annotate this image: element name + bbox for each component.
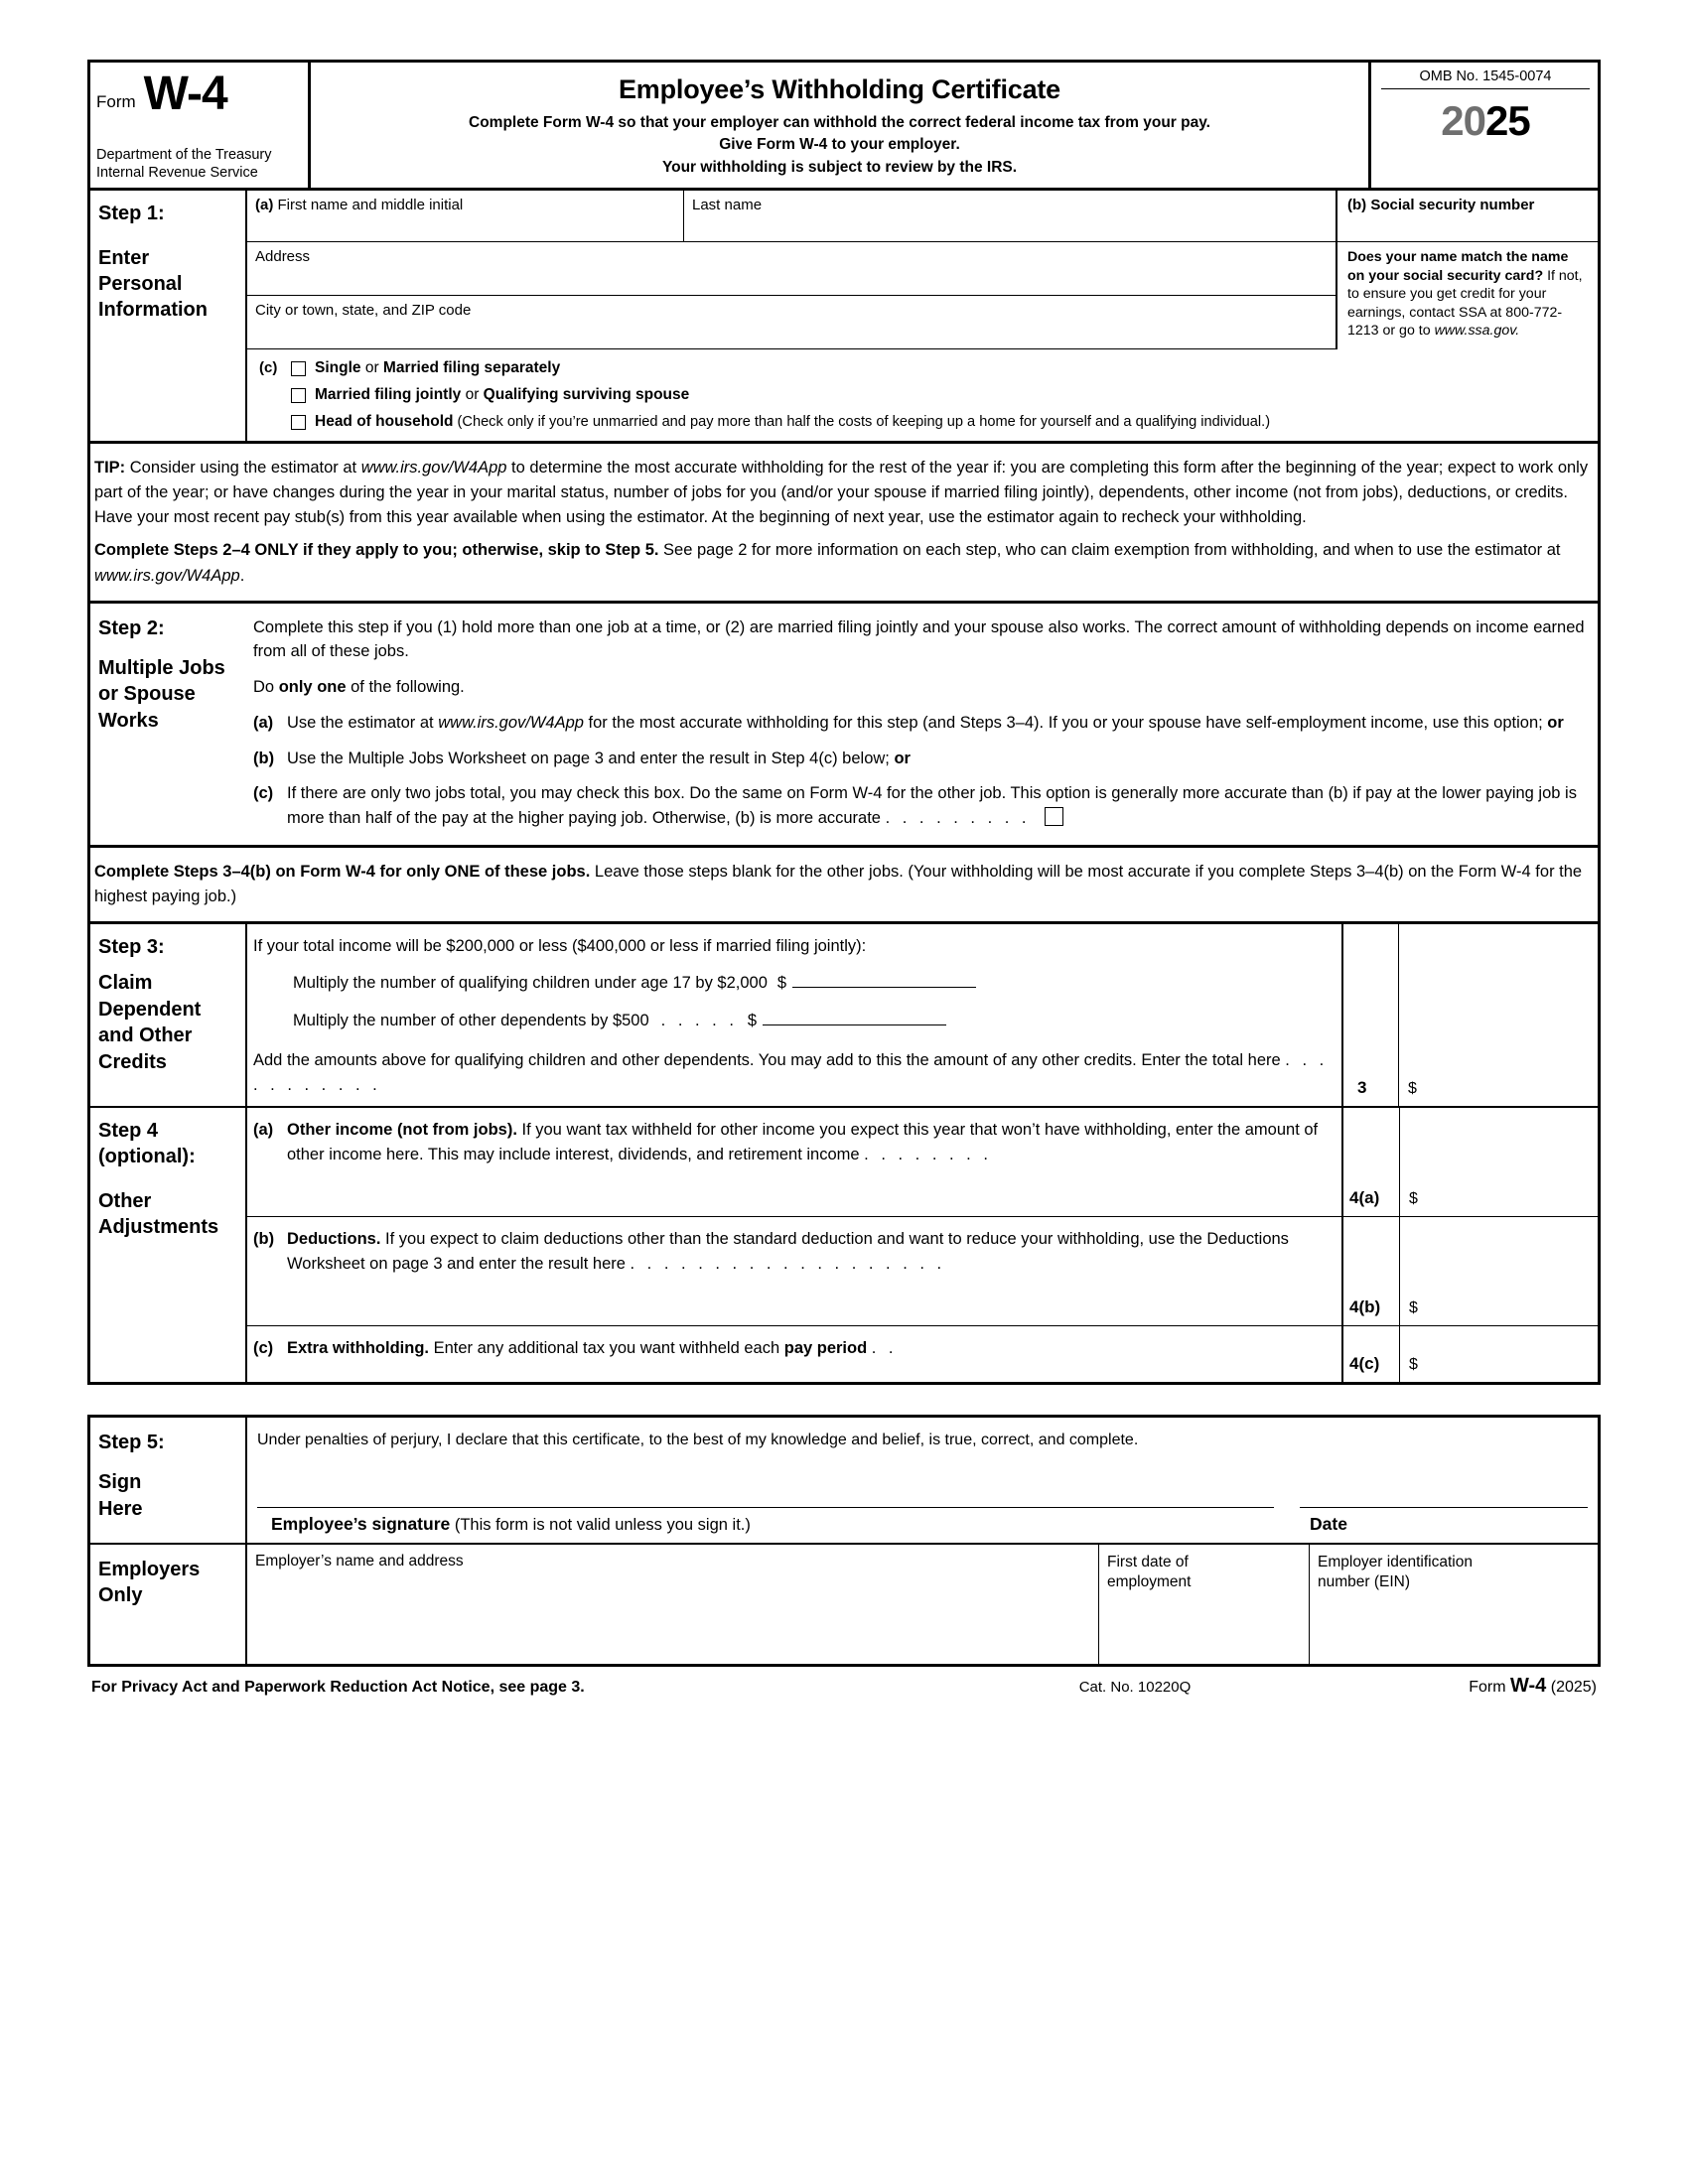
step-2-a-post: for the most accurate withholding for this step (and Steps 3–4). If you or your spouse have self-employment income, use this option;	[583, 713, 1548, 732]
ssn-note-bold: Does your name match the name on your social security card?	[1347, 249, 1569, 284]
tip-text-2: to determine the most accurate withholding for the rest of the year if: you are completing this form after the beginning of the year; expect to work only part of the year; or have changes during the year in your marital status, number of jobs for you (and/or your spouse if married filing jointly), dependents, other income (not from jobs), deductions, or credits. Have your most recent pay stub(s) from this year available when using the estimator. At the beginning of next year, use the estimator again to recheck your withholding.	[94, 459, 1589, 527]
page-title: Employee’s Withholding Certificate	[618, 74, 1060, 104]
step-3-title: Step 3:	[98, 936, 165, 959]
first-name-tag: (a)	[255, 197, 274, 214]
step-3-other-line	[253, 1006, 1336, 1033]
employers-title-2: Only	[98, 1584, 143, 1607]
employer-name-address-label: Employer’s name and address	[255, 1552, 464, 1570]
tax-year-prefix: 20	[1441, 97, 1485, 144]
filing-status-hoh-option[interactable]	[291, 413, 1590, 431]
step-4-optional: (optional):	[98, 1146, 196, 1168]
step-4b-item	[247, 1217, 1341, 1326]
step-4-label	[90, 1108, 247, 1382]
step-4c-dots: . .	[871, 1338, 898, 1357]
step-4-amount-column	[1343, 1108, 1598, 1382]
step-2-a-tag: (a)	[253, 713, 274, 732]
steps-3-4b-note	[90, 848, 1598, 921]
step-5-section	[87, 1415, 1601, 1545]
step-4b-dots: . . . . . . . . . . . . . . . . . . .	[630, 1254, 946, 1273]
privacy-notice: For Privacy Act and Paperwork Reduction Act Notice, see page 3.	[91, 1678, 585, 1696]
employers-only-label	[90, 1545, 247, 1664]
step-4-subtitle-2: Adjustments	[98, 1215, 219, 1238]
step-4-subtitle-1: Other	[98, 1189, 152, 1212]
step-2-b-text: Use the Multiple Jobs Worksheet on page 3 and enter the result in Step 4(c) below;	[287, 749, 895, 767]
step-3-label	[90, 924, 247, 1106]
single-label: Single	[315, 359, 361, 377]
step-4-section	[87, 1108, 1601, 1385]
step-4b-bold: Deductions.	[287, 1229, 381, 1248]
step-2-c-text: If there are only two jobs total, you may check this box. Do the same on Form W-4 for the other job. This option is generally more accurate than (b) if pay at the lower paying job is more than half of the pay at the higher paying job. Otherwise, (b) is more accurate	[287, 784, 1577, 828]
step-4a-line-number: 4(a)	[1349, 1187, 1380, 1207]
step-2-b-tag: (b)	[253, 749, 275, 767]
step-3-other-dollar: $	[747, 1011, 758, 1029]
ein-label-1: Employer identification	[1318, 1553, 1473, 1570]
do-only-bold: only one	[278, 678, 347, 697]
form-number: W-4	[143, 68, 227, 120]
step-3-total-line	[253, 1048, 1336, 1098]
header-omb-block	[1371, 63, 1598, 188]
step-4a-dollar: $	[1409, 1189, 1418, 1207]
step-2-intro: Complete this step if you (1) hold more than one job at a time, or (2) are married filing jointly and your spouse also works. The correct amount of withholding depends on income earned from all of these jobs.	[253, 617, 1585, 661]
w4app-url-step2[interactable]: www.irs.gov/W4App	[438, 713, 584, 732]
first-name-label: First name and middle initial	[277, 197, 464, 214]
step-4c-dollar: $	[1409, 1355, 1418, 1373]
employee-signature-label: Employee’s signature	[271, 1513, 451, 1534]
header-form-identity	[90, 63, 311, 188]
steps-2-4-note-rest: See page 2 for more information on each step, who can claim exemption from withholding, and when to use the estimator at	[658, 541, 1561, 560]
step-3-children-line	[253, 968, 1336, 996]
omb-number: OMB No. 1545-0074	[1381, 68, 1590, 89]
ssa-url[interactable]: www.ssa.gov.	[1434, 323, 1520, 340]
address-label: Address	[255, 248, 311, 266]
last-name-field[interactable]	[684, 191, 1337, 241]
step-4c-bold: Extra withholding.	[287, 1338, 429, 1357]
step-2-option-c	[253, 781, 1592, 831]
step-3-children-input[interactable]	[792, 968, 976, 988]
step-5-subtitle-1: Sign	[98, 1471, 142, 1494]
married-jointly-label: Married filing jointly	[315, 386, 462, 404]
surviving-spouse-label: Qualifying surviving spouse	[483, 386, 690, 404]
form-sheet	[87, 60, 1601, 1698]
ssn-note-rest: If not, to ensure you get credit for your earnings, contact SSA at 800-772-1213 or go to	[1347, 267, 1583, 340]
step-2-body	[247, 604, 1598, 845]
employee-signature-note: (This form is not valid unless you sign it.)	[450, 1515, 751, 1534]
employers-only-section	[87, 1545, 1601, 1667]
step-3-children-label: Multiply the number of qualifying children under age 17 by $2,000	[293, 973, 768, 992]
footer-form-word: Form	[1469, 1678, 1511, 1696]
step-4-body	[247, 1108, 1343, 1382]
step-5-body	[247, 1418, 1598, 1543]
step-4c-tag: (c)	[253, 1338, 274, 1357]
step-4b-amount-cell[interactable]	[1343, 1217, 1598, 1326]
step-4c-line-number: 4(c)	[1349, 1353, 1380, 1373]
footer-form-number: W-4	[1510, 1674, 1547, 1697]
tip-paragraph	[90, 444, 1598, 534]
steps-2-4-note-end: .	[239, 566, 245, 585]
filing-status-tag: (c)	[259, 359, 278, 377]
step-4c-bold-2: pay period	[783, 1338, 868, 1357]
city-state-zip-label: City or town, state, and ZIP code	[255, 302, 472, 320]
ssn-field[interactable]	[1337, 191, 1598, 241]
employers-title-1: Employers	[98, 1558, 201, 1580]
step-5-title: Step 5:	[98, 1431, 165, 1453]
step-3-line-number-cell	[1343, 924, 1399, 1106]
spacer-band	[87, 1385, 1601, 1415]
do-only-pre: Do	[253, 678, 279, 697]
steps-3-4b-bold: Complete Steps 3–4(b) on Form W-4 for only ONE of these jobs.	[94, 862, 591, 881]
step-2-subtitle-3: Works	[98, 709, 159, 732]
step-2-a-or: or	[1547, 713, 1564, 732]
step-2-option-a	[253, 711, 1592, 736]
hoh-label: Head of household	[315, 413, 454, 431]
header-subtitle-2: Give Form W-4 to your employer.	[719, 136, 960, 154]
step-1-section	[87, 191, 1601, 444]
form-word-label: Form	[96, 92, 136, 111]
step-4c-item	[247, 1326, 1341, 1382]
ssn-label: Social security number	[1370, 197, 1535, 214]
married-separately-label: Married filing separately	[382, 359, 561, 377]
step-3-total-dots: . . . . . . . . . . .	[253, 1051, 1329, 1095]
step-4a-bold: Other income (not from jobs).	[287, 1120, 517, 1139]
step-5-label	[90, 1418, 247, 1543]
last-name-label: Last name	[692, 197, 763, 214]
steps-2-4-note	[90, 534, 1598, 600]
hoh-description: (Check only if you’re unmarried and pay more than half the costs of keeping up a home for yourself and a qualifying individual.)	[453, 414, 1271, 431]
step-4a-dots: . . . . . . . .	[864, 1145, 992, 1163]
signature-date-field[interactable]	[1300, 1507, 1588, 1543]
step-2-a-pre: Use the estimator at	[287, 713, 439, 732]
step-3-subtitle-1: Claim	[98, 972, 153, 995]
first-name-field[interactable]	[247, 191, 684, 241]
step-2-subtitle-1: Multiple Jobs	[98, 657, 225, 680]
step-3-amount-cell[interactable]	[1399, 924, 1598, 1106]
ein-field[interactable]	[1310, 1545, 1598, 1664]
step-2-c-dots: . . . . . . . . .	[885, 809, 1031, 828]
step-1-subtitle-2: Personal	[98, 273, 183, 296]
filing-status-group	[247, 349, 1598, 441]
ssn-name-match-note	[1337, 242, 1598, 349]
tip-and-notes-block	[87, 444, 1601, 600]
step-4a-amount-cell[interactable]	[1343, 1108, 1598, 1217]
step-4b-line-number: 4(b)	[1349, 1297, 1381, 1316]
step-2-do-only-one	[253, 675, 1592, 700]
step-2-section	[87, 601, 1601, 848]
address-field[interactable]	[247, 242, 1336, 296]
w4app-url-note[interactable]: www.irs.gov/W4App	[94, 566, 240, 585]
step-2-subtitle-2: or Spouse	[98, 683, 196, 706]
step-3-intro: If your total income will be $200,000 or less ($400,000 or less if married filing jointly):	[253, 937, 867, 956]
step-3-children-dollar: $	[776, 973, 787, 992]
step-2-b-or: or	[894, 749, 911, 767]
step-3-section	[87, 921, 1601, 1108]
checkbox-icon-single[interactable]	[291, 361, 306, 376]
form-header	[87, 60, 1601, 191]
header-subtitle-3: Your withholding is subject to review by the IRS.	[661, 158, 1018, 176]
single-or: or	[360, 359, 383, 377]
w4app-url-tip[interactable]: www.irs.gov/W4App	[360, 459, 507, 478]
steps-2-4-note-bold: Complete Steps 2–4 ONLY if they apply to you; otherwise, skip to Step 5.	[94, 541, 659, 560]
step-2-title: Step 2:	[98, 616, 165, 639]
tip-text-1: Consider using the estimator at	[125, 459, 361, 478]
first-date-label-1: First date of	[1107, 1553, 1189, 1570]
step-3-subtitle-3: and Other	[98, 1024, 193, 1047]
step-4b-text: If you expect to claim deductions other than the standard deduction and want to reduce your withholding, use the Deductions Worksheet on page 3 and enter the result here	[287, 1229, 1289, 1273]
filing-status-jointly-option[interactable]	[291, 386, 1590, 404]
tip-label: TIP:	[94, 459, 126, 478]
catalog-number: Cat. No. 10220Q	[1078, 1678, 1192, 1696]
tax-year	[1381, 97, 1590, 145]
step-2-c-tag: (c)	[253, 784, 274, 803]
step-5-subtitle-2: Here	[98, 1497, 143, 1520]
department-line-1: Department of the Treasury	[96, 147, 272, 163]
step-4a-item	[247, 1108, 1341, 1217]
city-state-zip-field[interactable]	[247, 296, 1336, 349]
step-3-amount-dollar: $	[1408, 1079, 1417, 1097]
form-footer	[87, 1667, 1601, 1698]
do-only-post: of the following.	[346, 678, 465, 697]
footer-form-id	[1299, 1675, 1597, 1698]
checkbox-icon-head-of-household[interactable]	[291, 415, 306, 430]
ssn-tag: (b)	[1347, 197, 1367, 214]
steps-3-4b-note-block	[87, 848, 1601, 921]
step-4a-tag: (a)	[253, 1120, 274, 1139]
checkbox-icon-two-jobs[interactable]	[1045, 807, 1063, 826]
perjury-statement: Under penalties of perjury, I declare that this certificate, to the best of my knowledge and belief, is true, correct, and complete.	[257, 1431, 1139, 1448]
header-title-block	[311, 63, 1371, 188]
step-3-line-number: 3	[1357, 1077, 1367, 1097]
step-3-other-dots: . . . . .	[660, 1011, 738, 1029]
step-3-subtitle-2: Dependent	[98, 998, 202, 1021]
step-3-other-input[interactable]	[763, 1006, 946, 1025]
step-3-subtitle-4: Credits	[98, 1050, 167, 1073]
step-1-subtitle-3: Information	[98, 299, 208, 322]
step-1-title: Step 1:	[98, 203, 165, 225]
jointly-or: or	[461, 386, 484, 404]
step-2-label	[90, 604, 247, 845]
department-line-2: Internal Revenue Service	[96, 165, 258, 182]
employer-name-address-field[interactable]	[247, 1545, 1099, 1664]
checkbox-icon-jointly[interactable]	[291, 388, 306, 403]
ein-label-2: number (EIN)	[1318, 1572, 1411, 1590]
header-subtitle-1: Complete Form W-4 so that your employer can withhold the correct federal income tax from your pay.	[469, 114, 1210, 131]
step-4c-amount-cell[interactable]	[1343, 1326, 1598, 1382]
filing-status-single-option[interactable]	[291, 359, 1590, 377]
step-4b-dollar: $	[1409, 1298, 1418, 1316]
step-2-option-b	[253, 747, 1592, 771]
employee-signature-field[interactable]	[257, 1507, 1274, 1543]
step-1-label	[90, 191, 247, 441]
step-4a-text: If you want tax withheld for other income you expect this year that won’t have withholding, enter the amount of other income here. This may include interest, dividends, and retirement income	[287, 1120, 1319, 1163]
steps-3-4b-rest: Leave those steps blank for the other jobs. (Your withholding will be most accurate if you complete Steps 3–4(b) on the Form W-4 for the highest paying job.)	[94, 862, 1583, 905]
first-date-label-2: employment	[1107, 1572, 1192, 1590]
step-1-fields	[247, 191, 1598, 441]
step-1-subtitle-1: Enter	[98, 246, 150, 269]
step-3-total-text: Add the amounts above for qualifying children and other dependents. You may add to this the amount of any other credits. Enter the total here	[253, 1051, 1281, 1070]
step-3-other-label: Multiply the number of other dependents by $500	[293, 1011, 649, 1029]
step-3-body	[247, 924, 1343, 1106]
step-4b-tag: (b)	[253, 1229, 275, 1248]
footer-form-year: (2025)	[1546, 1678, 1597, 1696]
step-4-title: Step 4	[98, 1119, 159, 1142]
signature-date-label: Date	[1310, 1513, 1347, 1534]
step-4c-text: Enter any additional tax you want withheld each	[429, 1338, 784, 1357]
tax-year-suffix: 25	[1485, 97, 1530, 144]
first-date-employment-field[interactable]	[1099, 1545, 1310, 1664]
